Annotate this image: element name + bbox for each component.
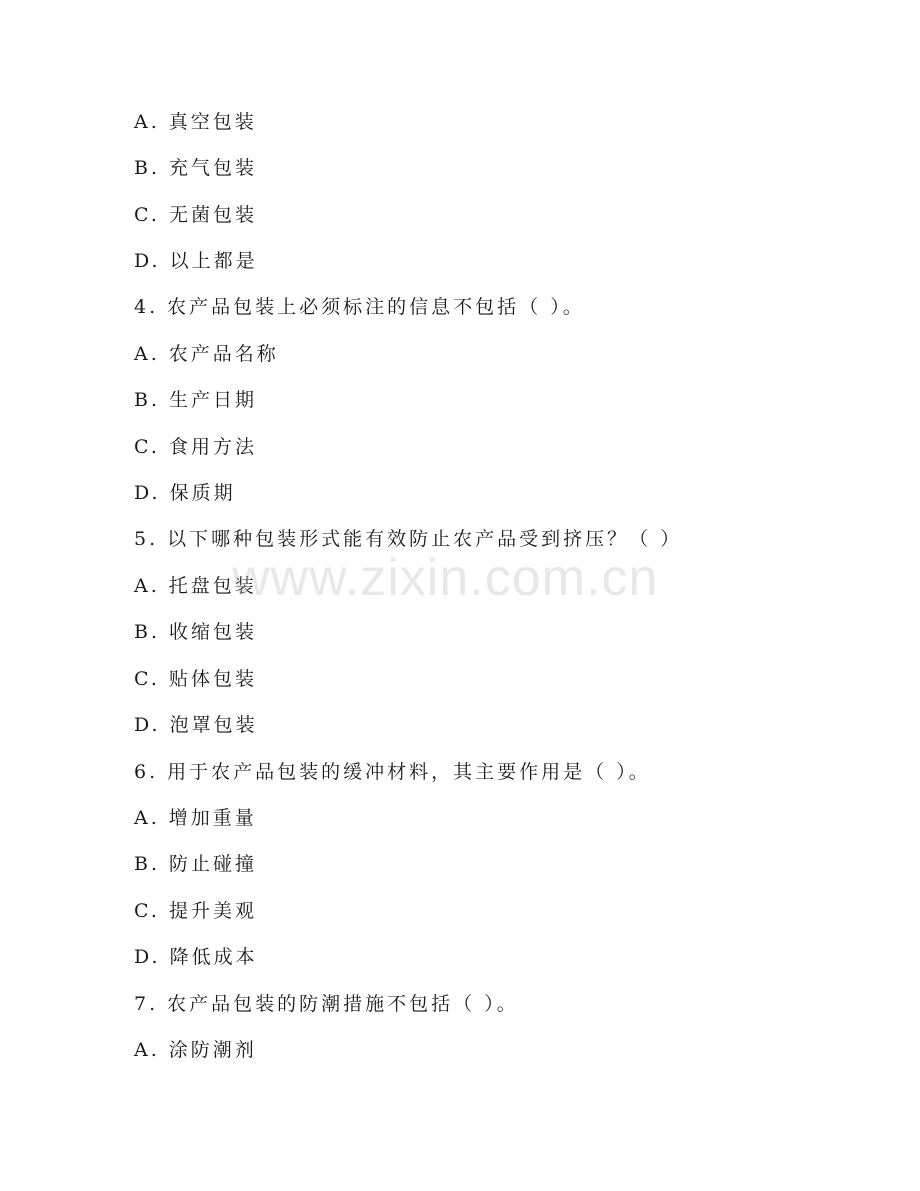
option-a-vacuum-packaging: A. 真空包装 xyxy=(134,111,257,133)
question-7: 7. 农产品包装的防潮措施不包括（ ）。 xyxy=(134,993,519,1015)
question-6-option-c: C. 提升美观 xyxy=(134,900,257,922)
option-d-all-above: D. 以上都是 xyxy=(134,250,258,272)
question-6-option-b: B. 防止碰撞 xyxy=(134,853,258,875)
question-5-option-c: C. 贴体包装 xyxy=(134,668,257,690)
question-5-option-a: A. 托盘包装 xyxy=(134,575,257,597)
question-4: 4. 农产品包装上必须标注的信息不包括（ ）。 xyxy=(134,296,585,318)
question-4-option-b: B. 生产日期 xyxy=(134,389,258,411)
question-4-option-c: C. 食用方法 xyxy=(134,436,257,458)
question-7-option-a: A. 涂防潮剂 xyxy=(134,1039,257,1061)
question-6-option-a: A. 增加重量 xyxy=(134,807,257,829)
option-b-gas-packaging: B. 充气包装 xyxy=(134,157,258,179)
question-5-option-b: B. 收缩包装 xyxy=(134,621,258,643)
watermark: www.zixin.com.cn xyxy=(232,549,659,607)
option-c-aseptic-packaging: C. 无菌包装 xyxy=(134,204,257,226)
question-5: 5. 以下哪种包装形式能有效防止农产品受到挤压？（ ） xyxy=(134,528,683,550)
question-4-option-a: A. 农产品名称 xyxy=(134,343,279,365)
question-6: 6. 用于农产品包装的缓冲材料，其主要作用是（ ）。 xyxy=(134,761,651,783)
question-6-option-d: D. 降低成本 xyxy=(134,946,258,968)
question-4-option-d: D. 保质期 xyxy=(134,482,236,504)
question-5-option-d: D. 泡罩包装 xyxy=(134,714,258,736)
